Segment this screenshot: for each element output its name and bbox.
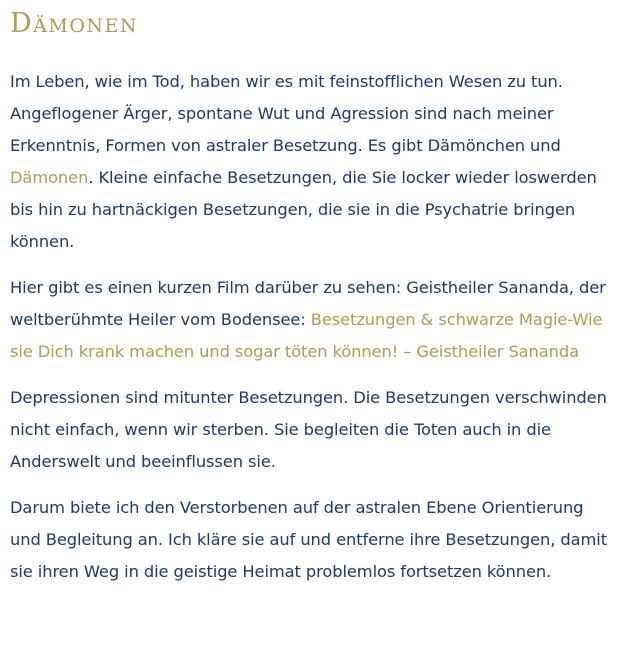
page-title: Dämonen <box>10 8 139 39</box>
daemonen-link[interactable]: Dämonen <box>10 168 89 187</box>
paragraph-3: Depressionen sind mitunter Besetzungen. Die Besetzungen verschwinden nicht einfach, wenn wir sterben. Sie begleiten die Toten auch in die Anderswelt und beeinflussen sie. <box>10 388 607 471</box>
paragraph-2-text-a: Hier gibt es einen kurzen Film darüber zu sehen: Geistheiler Sananda, der weltberühmte Heiler vom Bodensee: <box>10 278 606 329</box>
paragraph-4: Darum biete ich den Verstorbenen auf der astralen Ebene Orientierung und Begleitung an. Ich kläre sie auf und entferne ihre Besetzungen, damit sie ihren Weg in die geistige Heimat problemlos fortsetzen können. <box>10 498 607 581</box>
paragraph-2 <box>10 272 614 368</box>
video-link[interactable]: Besetzungen & schwarze Magie-Wie sie Dich krank machen und sogar töten können! – Geistheiler Sananda <box>10 310 603 361</box>
paragraph-1-text-b: . Kleine einfache Besetzungen, die Sie locker wieder loswerden bis hin zu hartnäckigen Besetzungen, die sie in die Psychatrie bringen können. <box>10 168 597 251</box>
paragraph-1 <box>10 66 614 258</box>
paragraph-1-text-a: Im Leben, wie im Tod, haben wir es mit feinstofflichen Wesen zu tun. Angeflogener Ärger, spontane Wut und Agression sind nach meiner Erkenntnis, Formen von astraler Besetzung. Es gibt Dämönchen und <box>10 72 563 155</box>
